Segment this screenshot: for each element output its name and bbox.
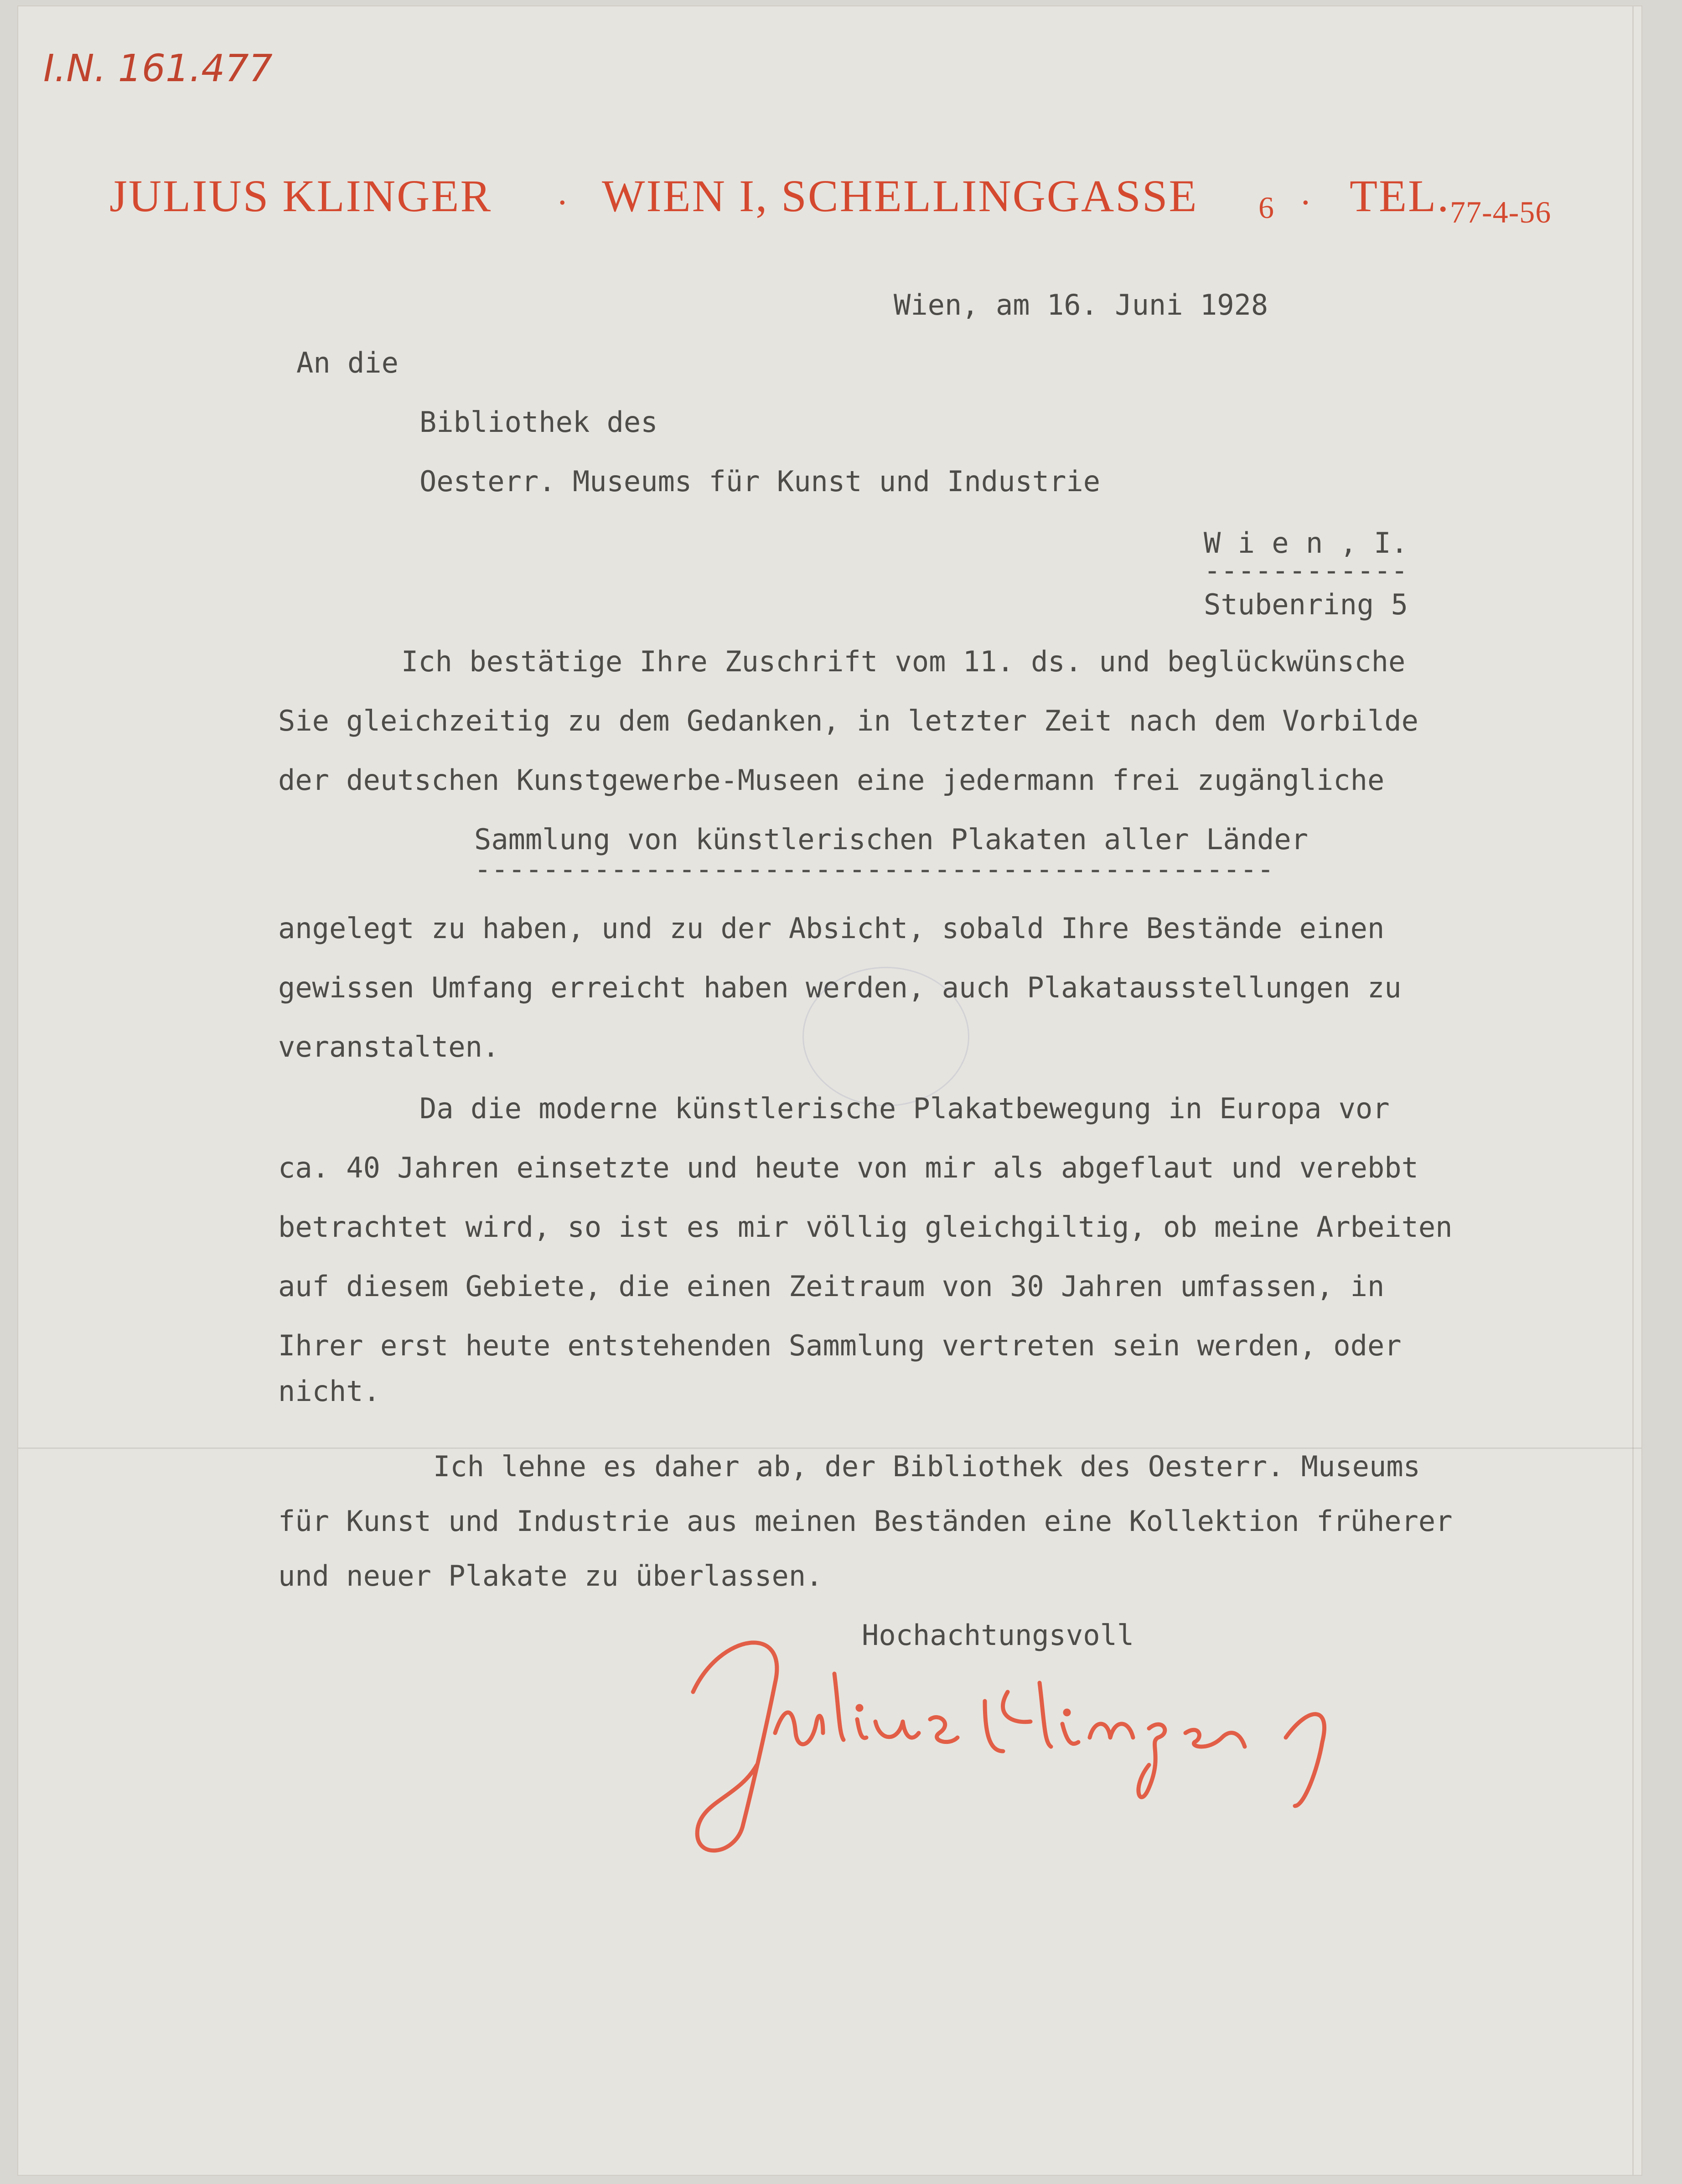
paragraph-line: Sie gleichzeitig zu dem Gedanken, in letzter Zeit nach dem Vorbilde bbox=[278, 704, 1418, 737]
paragraph-line: ca. 40 Jahren einsetzte und heute von mir als abgeflaut und verebbt bbox=[278, 1151, 1418, 1184]
paragraph-line: gewissen Umfang erreicht haben werden, auch Plakatausstellungen zu bbox=[278, 971, 1402, 1004]
recipient-street: Stubenring 5 bbox=[1204, 588, 1408, 621]
paragraph-line: für Kunst und Industrie aus meinen Beständen eine Kollektion früherer bbox=[278, 1504, 1453, 1538]
paper-edge-crease bbox=[1632, 6, 1634, 2175]
paragraph-line: Ich bestätige Ihre Zuschrift vom 11. ds. und beglückwünsche bbox=[401, 645, 1406, 678]
faint-stamp bbox=[802, 967, 969, 1106]
letter-date: Wien, am 16. Juni 1928 bbox=[894, 288, 1268, 322]
highlighted-line: Sammlung von künstlerischen Plakaten aller Länder bbox=[474, 823, 1309, 856]
letterhead-address: WIEN I, SCHELLINGGASSE bbox=[602, 171, 1198, 221]
letterhead-house-number: 6 bbox=[1258, 190, 1274, 225]
paragraph-line: veranstalten. bbox=[278, 1030, 500, 1063]
highlight-underline: ----------------------------------------------- bbox=[474, 852, 1274, 886]
paragraph-line: der deutschen Kunstgewerbe-Museen eine jedermann frei zugängliche bbox=[278, 763, 1385, 797]
paragraph-line: betrachtet wird, so ist es mir völlig gleichgiltig, ob meine Arbeiten bbox=[278, 1210, 1453, 1244]
paragraph-line: Ich lehne es daher ab, der Bibliothek des Oesterr. Museums bbox=[433, 1450, 1420, 1483]
recipient-line: Bibliothek des bbox=[419, 405, 658, 439]
handwritten-signature bbox=[638, 1614, 1436, 1870]
letterhead-tel-number: 77-4-56 bbox=[1450, 195, 1552, 229]
recipient-line: Oesterr. Museums für Kunst und Industrie bbox=[419, 465, 1101, 498]
letterhead-separator: · bbox=[556, 183, 570, 223]
paragraph-line: auf diesem Gebiete, die einen Zeitraum von 30 Jahren umfassen, in bbox=[278, 1270, 1385, 1303]
letterhead-tel-label: TEL. bbox=[1350, 171, 1450, 221]
recipient-line: An die bbox=[296, 346, 399, 379]
paragraph-line: Da die moderne künstlerische Plakatbewegung in Europa vor bbox=[419, 1092, 1390, 1125]
letterhead-separator: · bbox=[1299, 183, 1313, 223]
paragraph-line: nicht. bbox=[278, 1375, 380, 1408]
letterhead-name: JULIUS KLINGER bbox=[109, 171, 492, 221]
letter-closing: Hochachtungsvoll bbox=[862, 1619, 1134, 1652]
paragraph-line: und neuer Plakate zu überlassen. bbox=[278, 1559, 823, 1593]
paper-fold bbox=[18, 1447, 1641, 1449]
recipient-city: W i e n , I. bbox=[1204, 526, 1408, 560]
paragraph-line: angelegt zu haben, und zu der Absicht, sobald Ihre Bestände einen bbox=[278, 912, 1385, 945]
archive-number: I.N. 161.477 bbox=[43, 47, 273, 90]
paragraph-line: Ihrer erst heute entstehenden Sammlung vertreten sein werden, oder bbox=[278, 1329, 1402, 1362]
recipient-city-underline: ------------ bbox=[1204, 554, 1408, 587]
